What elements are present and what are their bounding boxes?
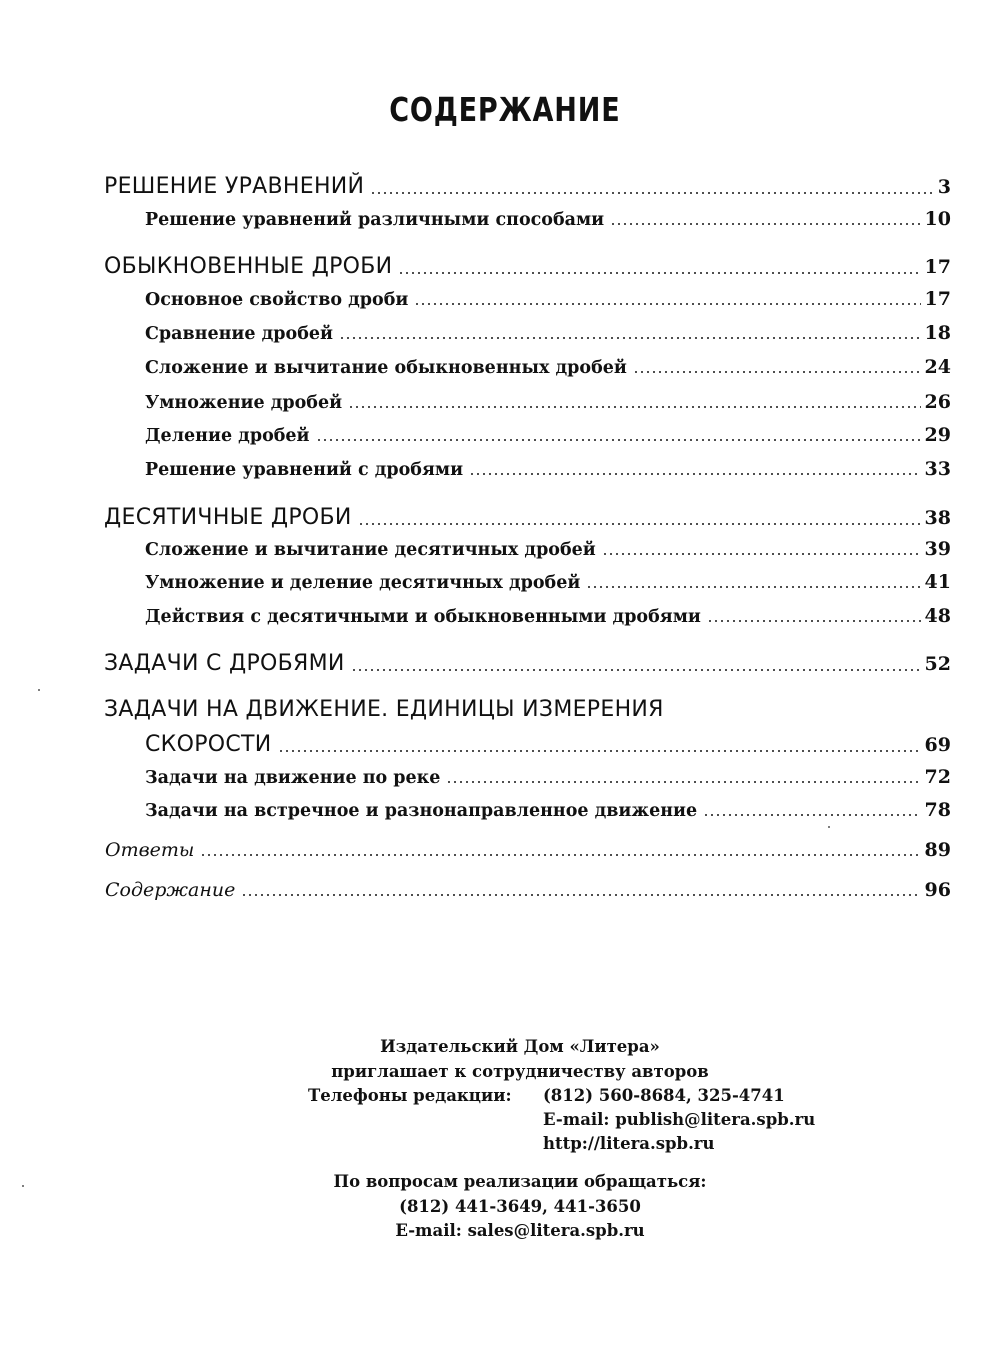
toc-section bbox=[145, 571, 951, 593]
toc-chapter-decimal-fractions bbox=[104, 505, 951, 530]
dot-leader bbox=[200, 854, 920, 856]
dot-leader bbox=[398, 272, 920, 274]
toc-entry-label: СКОРОСТИ bbox=[145, 732, 272, 757]
dot-leader bbox=[586, 586, 920, 588]
toc-entry-label: Основное свойство дроби bbox=[145, 290, 409, 310]
toc-section bbox=[145, 391, 951, 413]
dot-leader bbox=[703, 814, 920, 816]
dot-leader bbox=[633, 371, 921, 373]
toc-page-number: 89 bbox=[924, 839, 951, 861]
toc-entry-label: Задачи на встречное и разнонаправленное движение bbox=[145, 801, 698, 821]
toc-page-number: 72 bbox=[924, 766, 951, 788]
toc-page-number: 39 bbox=[924, 538, 951, 560]
imprint-phones-value: (812) 560-8684, 325-4741 bbox=[543, 1086, 785, 1105]
toc-page-number: 96 bbox=[924, 879, 951, 901]
toc-entry-label: ЗАДАЧИ С ДРОБЯМИ bbox=[104, 651, 345, 676]
toc-answers bbox=[105, 839, 951, 861]
imprint-sales-email: E-mail: sales@litera.spb.ru bbox=[395, 1221, 645, 1240]
dot-leader bbox=[469, 473, 920, 475]
toc-page-number: 18 bbox=[924, 322, 951, 344]
toc-page-number: 38 bbox=[924, 507, 951, 529]
toc-entry-label: Решение уравнений различными способами bbox=[145, 210, 605, 230]
imprint-publisher: Издательский Дом «Литера» bbox=[380, 1037, 660, 1056]
toc-page-number: 29 bbox=[924, 424, 951, 446]
toc-entry-label: РЕШЕНИЕ УРАВНЕНИЙ bbox=[104, 174, 365, 199]
imprint-url: http://litera.spb.ru bbox=[543, 1134, 715, 1153]
toc-entry-label: Содержание bbox=[105, 879, 236, 901]
toc-chapter-fraction-problems bbox=[104, 651, 951, 676]
toc-entry-label: Решение уравнений с дробями bbox=[145, 460, 464, 480]
toc-entry-label: Задачи на движение по реке bbox=[145, 768, 441, 788]
toc-contents bbox=[105, 879, 951, 901]
imprint-phones-label: Телефоны редакции: bbox=[308, 1086, 512, 1105]
toc-page-number: 52 bbox=[924, 653, 951, 675]
toc-entry-label: Сравнение дробей bbox=[145, 324, 333, 344]
toc-page-number: 24 bbox=[924, 356, 951, 378]
dot-leader bbox=[358, 523, 921, 525]
toc-section bbox=[145, 288, 951, 310]
toc-section bbox=[145, 356, 951, 378]
dot-leader bbox=[241, 894, 920, 896]
toc-page-number: 33 bbox=[924, 458, 951, 480]
scan-speck bbox=[22, 1185, 24, 1187]
toc-page-number: 69 bbox=[924, 734, 951, 756]
dot-leader bbox=[446, 781, 920, 783]
scan-speck bbox=[828, 826, 830, 828]
toc-page-number: 26 bbox=[924, 391, 951, 413]
dot-leader bbox=[610, 223, 920, 225]
toc-page-number: 17 bbox=[924, 256, 951, 278]
toc-page-number: 3 bbox=[937, 176, 951, 198]
toc-section bbox=[145, 538, 951, 560]
imprint-email: E-mail: publish@litera.spb.ru bbox=[543, 1110, 816, 1129]
scan-speck bbox=[38, 689, 40, 691]
toc-entry-label: ОБЫКНОВЕННЫЕ ДРОБИ bbox=[104, 254, 393, 279]
toc-page-number: 78 bbox=[924, 799, 951, 821]
dot-leader bbox=[278, 750, 921, 752]
toc-page-number: 17 bbox=[924, 288, 951, 310]
dot-leader bbox=[316, 439, 921, 441]
toc-section bbox=[145, 605, 951, 627]
toc-section bbox=[145, 322, 951, 344]
toc-entry-label: Действия с десятичными и обыкновенными дробями bbox=[145, 607, 701, 627]
toc-section bbox=[145, 424, 951, 446]
toc-entry-label: Умножение дробей bbox=[145, 393, 343, 413]
toc-chapter-solving-equations bbox=[104, 174, 951, 199]
toc-entry-label: Умножение и деление десятичных дробей bbox=[145, 573, 581, 593]
dot-leader bbox=[348, 406, 920, 408]
toc-entry-label: Сложение и вычитание десятичных дробей bbox=[145, 540, 596, 560]
dot-leader bbox=[339, 337, 921, 339]
toc-entry-label: Деление дробей bbox=[145, 426, 310, 446]
toc-page-number: 41 bbox=[924, 571, 951, 593]
toc-entry-label: Сложение и вычитание обыкновенных дробей bbox=[145, 358, 627, 378]
dot-leader bbox=[707, 620, 921, 622]
dot-leader bbox=[351, 669, 921, 671]
toc-page-number: 48 bbox=[924, 605, 951, 627]
imprint-sales-title: По вопросам реализации обращаться: bbox=[333, 1172, 707, 1191]
toc-chapter-motion-problems-line1: ЗАДАЧИ НА ДВИЖЕНИЕ. ЕДИНИЦЫ ИЗМЕРЕНИЯ bbox=[104, 697, 664, 722]
imprint-sales-phones: (812) 441-3649, 441-3650 bbox=[399, 1197, 641, 1216]
toc-chapter-motion-problems bbox=[145, 732, 951, 757]
toc-section bbox=[145, 766, 951, 788]
imprint-invite: приглашает к сотрудничеству авторов bbox=[331, 1062, 709, 1081]
toc-entry-label: Ответы bbox=[105, 839, 195, 861]
toc-section bbox=[145, 208, 951, 230]
dot-leader bbox=[414, 303, 920, 305]
toc-chapter-common-fractions bbox=[104, 254, 951, 279]
toc-page-number: 10 bbox=[924, 208, 951, 230]
toc-section bbox=[145, 799, 951, 821]
toc-entry-label: ДЕСЯТИЧНЫЕ ДРОБИ bbox=[104, 505, 352, 530]
page-title: СОДЕРЖАНИЕ bbox=[389, 90, 621, 129]
dot-leader bbox=[370, 192, 933, 194]
toc-section bbox=[145, 458, 951, 480]
dot-leader bbox=[602, 553, 921, 555]
